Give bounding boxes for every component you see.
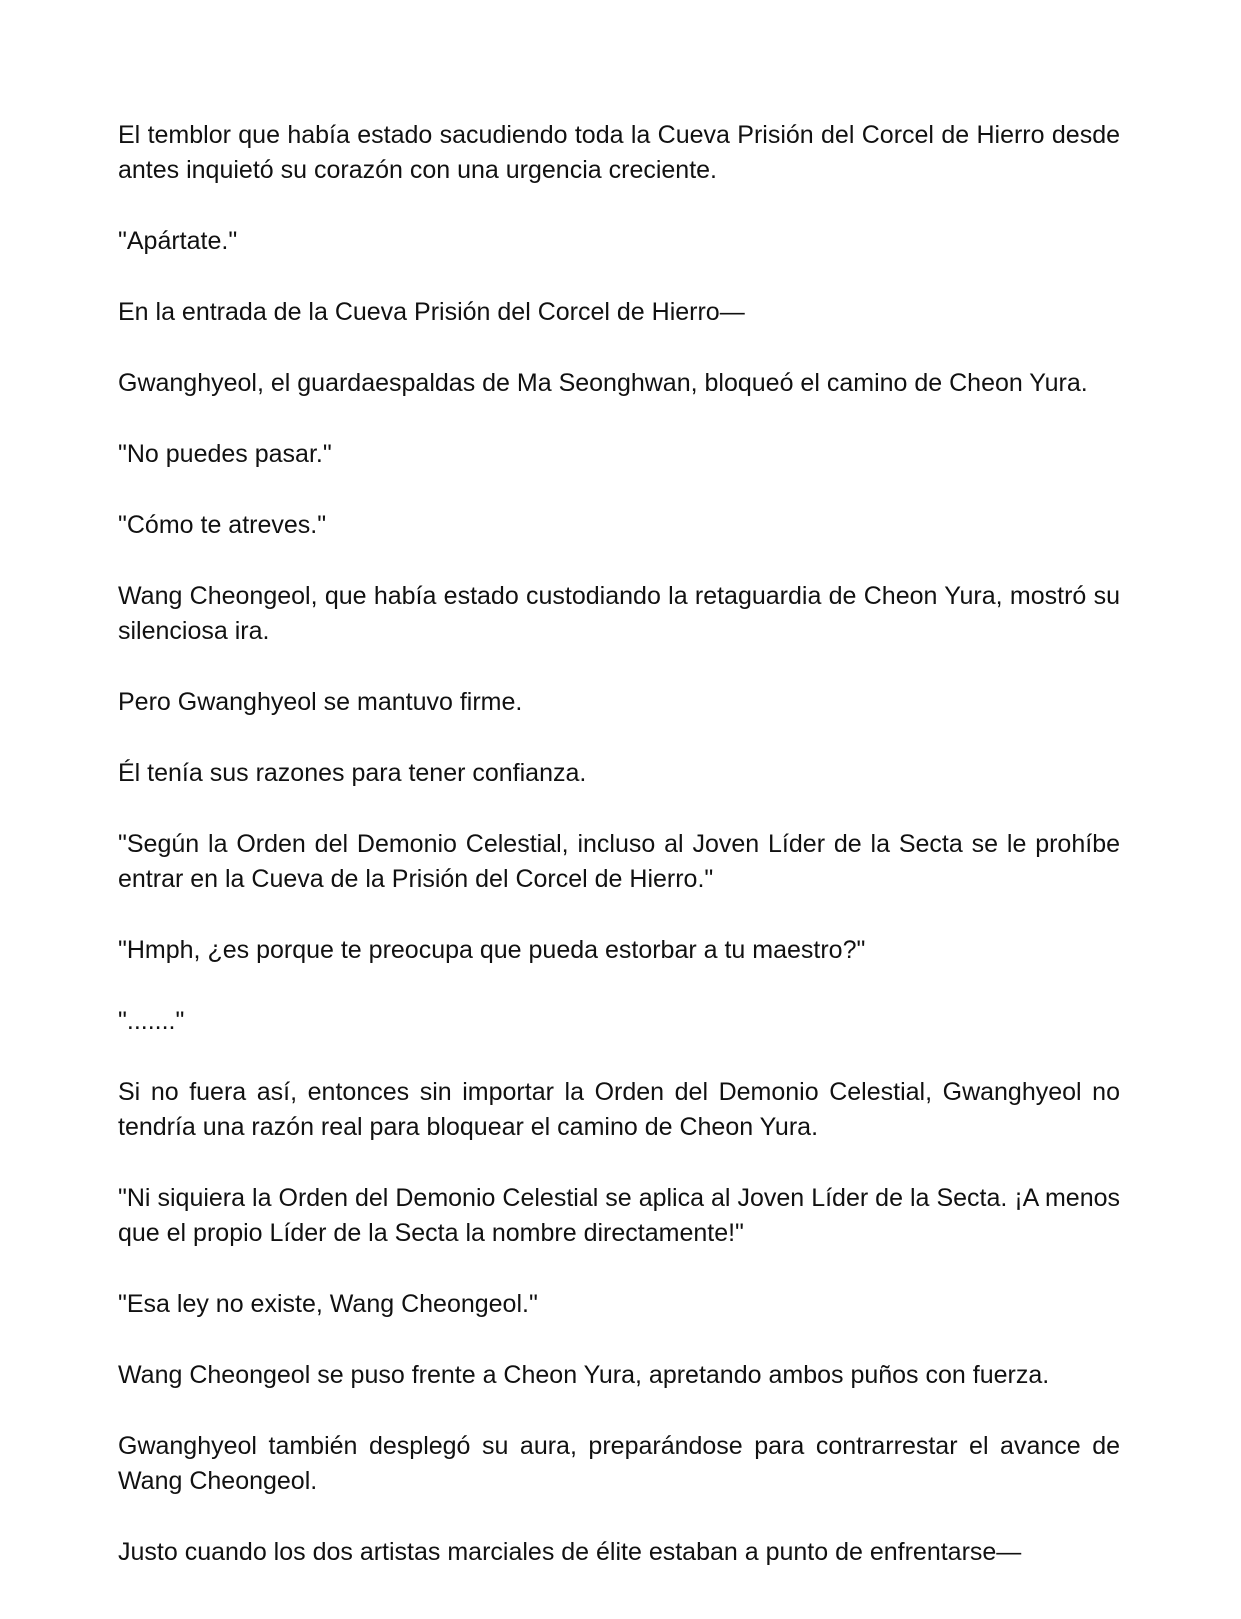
- paragraph-18: Justo cuando los dos artistas marciales de élite estaban a punto de enfrentarse—: [118, 1538, 1022, 1566]
- paragraph-14: "Ni siquiera la Orden del Demonio Celestial se aplica al Joven Líder de la Secta. ¡A menos que el propio Líder de la Secta la nombre directamente!": [118, 1184, 1120, 1247]
- paragraph-2: "Apártate.": [118, 227, 238, 255]
- paragraph-1: El temblor que había estado sacudiendo toda la Cueva Prisión del Corcel de Hierro desde antes inquietó su corazón con una urgencia creciente.: [118, 121, 1120, 184]
- paragraph-13: Si no fuera así, entonces sin importar la Orden del Demonio Celestial, Gwanghyeol no tendría una razón real para bloquear el camino de Cheon Yura.: [118, 1078, 1120, 1141]
- paragraph-11: "Hmph, ¿es porque te preocupa que pueda estorbar a tu maestro?": [118, 936, 866, 964]
- paragraph-15: "Esa ley no existe, Wang Cheongeol.": [118, 1290, 538, 1318]
- paragraph-3: En la entrada de la Cueva Prisión del Corcel de Hierro—: [118, 298, 745, 326]
- paragraph-5: "No puedes pasar.": [118, 440, 332, 468]
- paragraph-10: "Según la Orden del Demonio Celestial, incluso al Joven Líder de la Secta se le prohíbe entrar en la Cueva de la Prisión del Corcel de Hierro.": [118, 830, 1120, 893]
- paragraph-7: Wang Cheongeol, que había estado custodiando la retaguardia de Cheon Yura, mostró su silenciosa ira.: [118, 582, 1120, 645]
- paragraph-6: "Cómo te atreves.": [118, 511, 327, 539]
- paragraph-9: Él tenía sus razones para tener confianza.: [118, 759, 587, 787]
- paragraph-4: Gwanghyeol, el guardaespaldas de Ma Seonghwan, bloqueó el camino de Cheon Yura.: [118, 369, 1088, 397]
- paragraph-16: Wang Cheongeol se puso frente a Cheon Yura, apretando ambos puños con fuerza.: [118, 1361, 1050, 1389]
- paragraph-8: Pero Gwanghyeol se mantuvo firme.: [118, 688, 523, 716]
- document-body: [118, 118, 1120, 1606]
- paragraph-17: Gwanghyeol también desplegó su aura, preparándose para contrarrestar el avance de Wang Cheongeol.: [118, 1432, 1120, 1495]
- paragraph-12: ".......": [118, 1007, 185, 1035]
